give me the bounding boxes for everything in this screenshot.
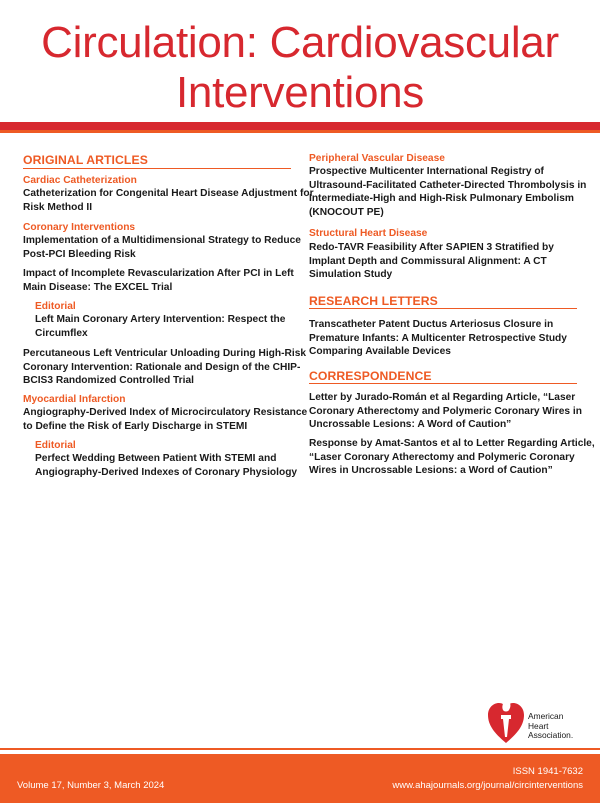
aha-logo-wordmark: American Heart Association. (528, 711, 574, 740)
article-excel-trial[interactable]: Impact of Incomplete Revascularization After PCI in Left Main Disease: The EXCEL Trial (23, 268, 294, 293)
category-structural-heart-disease: Structural Heart Disease (309, 228, 428, 239)
letter-jurado-roman[interactable]: Letter by Jurado-Román et al Regarding Article, “Laser Coronary Atherectomy and Polymeric Coronary Wires in Uncrossable Lesions: A Word of Caution” (309, 392, 582, 430)
american-heart-association-logo-icon (486, 693, 526, 749)
article-imr-stemi[interactable]: Angiography-Derived Index of Microcirculatory Resistance to Define the Risk of Early Discharge in STEMI (23, 407, 308, 432)
article-congenital-risk-adjustment[interactable]: Catheterization for Congenital Heart Disease Adjustment for Risk Method II (23, 188, 314, 213)
footer-band (0, 754, 600, 803)
volume-issue: Volume 17, Number 3, March 2024 (17, 780, 165, 791)
category-coronary-interventions: Coronary Interventions (23, 222, 136, 233)
article-pda-closure[interactable]: Transcatheter Patent Ductus Arteriosus Closure in Premature Infants: A Multicenter Retrospective Study Comparing Available Devices (309, 319, 567, 357)
article-chip-bcis3-trial[interactable]: Percutaneous Left Ventricular Unloading During High-Risk Coronary Intervention: Rationale and Design of the CHIP- BCIS3 Randomized Controlled Trial (23, 348, 307, 386)
journal-title-line-2: Interventions (175, 68, 425, 117)
category-cardiac-catheterization: Cardiac Catheterization (23, 175, 137, 186)
section-rule (23, 168, 291, 169)
footer-rule (0, 748, 600, 750)
header-rule-red (0, 122, 600, 130)
editorial-left-main-circumflex[interactable]: Left Main Coronary Artery Intervention: Respect the Circumflex (35, 314, 286, 339)
section-heading-original-articles: ORIGINAL ARTICLES (23, 153, 148, 167)
section-rule (309, 383, 577, 384)
category-myocardial-infarction: Myocardial Infarction (23, 394, 126, 405)
article-knocout-pe[interactable]: Prospective Multicenter International Registry of Ultrasound-Facilitated Catheter-Directed Thrombolysis in Intermediate-High and High-Risk Pulmonary Embolism (KNOCOUT PE) (309, 166, 587, 218)
article-redo-tavr[interactable]: Redo-TAVR Feasibility After SAPIEN 3 Stratified by Implant Depth and Commissural Alignment: A CT Simulation Study (309, 242, 554, 280)
article-post-pci-bleeding-risk[interactable]: Implementation of a Multidimensional Strategy to Reduce Post-PCI Bleeding Risk (23, 235, 301, 260)
editorial-perfect-wedding[interactable]: Perfect Wedding Between Patient With STEMI and Angiography-Derived Indexes of Coronary Physiology (35, 453, 298, 478)
journal-url-link[interactable]: www.ahajournals.org/journal/circinterventions (392, 780, 583, 791)
section-rule (309, 308, 577, 309)
category-peripheral-vascular-disease: Peripheral Vascular Disease (309, 153, 445, 164)
header-rule-orange (0, 130, 600, 133)
journal-title (0, 18, 600, 118)
editorial-label: Editorial (35, 301, 76, 312)
section-heading-correspondence: CORRESPONDENCE (309, 369, 432, 383)
section-heading-research-letters: RESEARCH LETTERS (309, 294, 438, 308)
letter-amat-santos-response[interactable]: Response by Amat-Santos et al to Letter Regarding Article, “Laser Coronary Atherectomy and Polymeric Coronary Wires in Uncrossable Lesions: a Word of Caution” (309, 438, 595, 476)
journal-title-line-1: Circulation: Cardiovascular (41, 18, 559, 67)
editorial-label: Editorial (35, 440, 76, 451)
issn: ISSN 1941-7632 (512, 766, 583, 777)
